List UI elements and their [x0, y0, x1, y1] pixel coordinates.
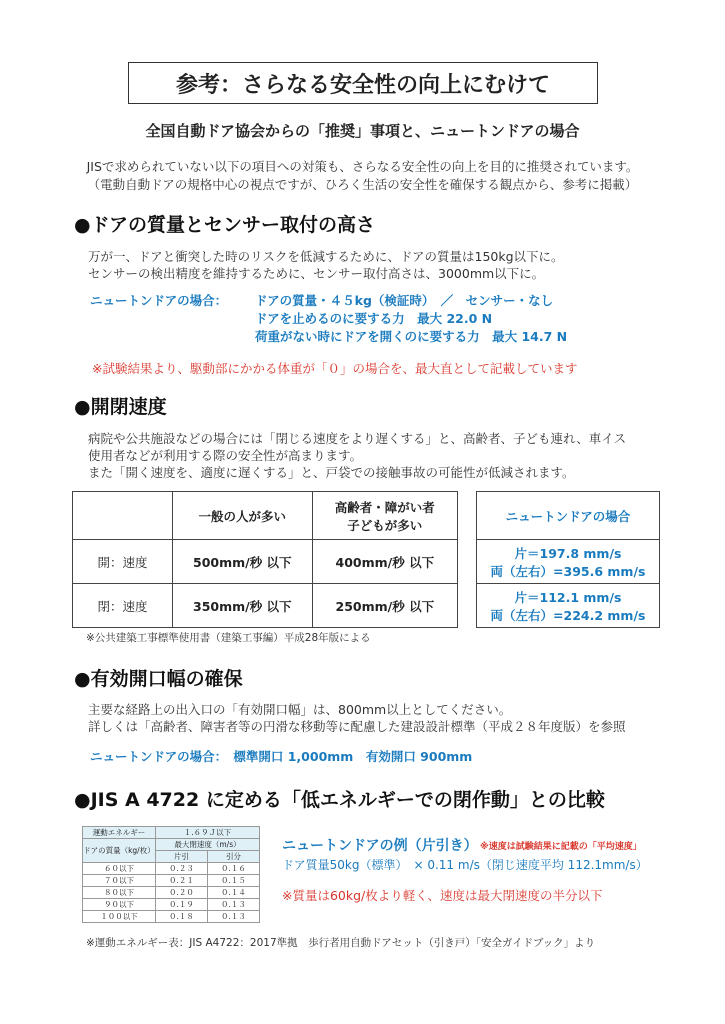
intro-line-2: （電動自動ドアの規格中心の視点ですが、ひろく生活の安全性を確保する観点から、参考に掲載）	[87, 177, 638, 192]
intro-line-1: JISで求められていない以下の項目への対策も、さらなる安全性の向上を目的に推奨されています。	[86, 159, 639, 174]
table-row: ８０以下 ０.２０ ０.１４	[83, 887, 260, 899]
s4-example-note: ※速度は試験結果に記載の「平均速度」	[480, 842, 642, 852]
speed-table	[72, 491, 458, 628]
page-subtitle: 全国自動ドア協会からの「推奨」事項と、ニュートンドアの場合	[145, 122, 580, 140]
table-row: ７０以下 ０.２１ ０.１５	[83, 875, 260, 887]
s1-note: ※試験結果より、駆動部にかかる体重が「０」の場合を、最大直として記載しています	[92, 361, 578, 376]
s4-example-title: ニュートンドアの例（片引き）	[282, 838, 478, 854]
table-row: 開：速度 500mm/秒 以下 400mm/秒 以下	[73, 540, 458, 584]
s1-newton-line-3: 荷重がない時にドアを開くのに要する力 最大 14.7 N	[255, 329, 568, 344]
speed-col-elderly: 高齢者・障がい者 子どもが多い	[312, 492, 457, 540]
section-opening-width-heading: ●有効開口幅の確保	[74, 668, 243, 690]
s3-line-1: 主要な経路上の出入口の「有効開口幅」は、800mm以上としてください。	[88, 702, 512, 717]
s2-line-3: また「開く速度を、適度に遅くする」と、戸袋での接触事故の可能性が低減されます。	[88, 465, 575, 480]
section-speed-heading: ●開閉速度	[74, 396, 167, 418]
section-door-mass-heading: ●ドアの質量とセンサー取付の高さ	[74, 214, 376, 236]
s1-newton-line-1: ドアの質量・４５kg（検証時） ／ センサー・なし	[255, 293, 554, 308]
s3-newton: ニュートンドアの場合： 標準開口 1,000mm 有効開口 900mm	[90, 749, 473, 764]
table-row: １００以下 ０.１８ ０.１３	[83, 911, 260, 923]
speed-col-general: 一般の人が多い	[172, 492, 312, 540]
s3-line-2: 詳しくは「高齢者、障害者等の円滑な移動等に配慮した建設設計標準（平成２８年度版）を参照	[88, 719, 626, 734]
s4-example-line: ドア質量50kg（標準） × 0.11 m/s（閉じ速度平均 112.1mm/s）	[282, 858, 648, 872]
section-jis-heading: ●JIS A 4722 に定める「低エネルギーでの閉作動」との比較	[74, 789, 605, 811]
table-row: ９０以下 ０.１９ ０.１３	[83, 899, 260, 911]
s2-line-2: 使用者などが利用する際の安全性が高まります。	[88, 448, 363, 463]
footer-note: ※運動エネルギー表：JIS A4722：2017準拠 歩行者用自動ドアセット（引き戸）「安全ガイドブック」より	[86, 937, 596, 949]
page-title: 参考：さらなる安全性の向上にむけて	[128, 62, 598, 104]
s1-newton-line-2: ドアを止めるのに要する力 最大 22.0 N	[255, 311, 493, 326]
s1-line-1: 万が一、ドアと衝突した時のリスクを低減するために、ドアの質量は150kg以下に。	[88, 249, 564, 264]
s2-note: ※公共建築工事標準使用書（建築工事編）平成28年版による	[86, 632, 371, 644]
s1-line-2: センサーの検出精度を維持するために、センサー取付高さは、3000mm以下に。	[88, 266, 545, 281]
table-row: 閉：速度 350mm/秒 以下 250mm/秒 以下	[73, 584, 458, 628]
s4-red-note: ※質量は60kg/枚より軽く、速度は最大閉速度の半分以下	[282, 888, 603, 903]
kinetic-energy-table: 運動エネルギー １.６９Ｊ以下 ドアの質量（kg/枚） 最大閉速度（m/s） 片引 引分 ６０以下 ０.２３ ０.１６ ７０以下 ０.２１ ０.１５ ８０以下 ０.２０ ０.１４ ９０以下 ０.１９ ０.１３ １００以下 ０.１８ ０.１３	[82, 826, 260, 923]
newton-speed-table: ニュートンドアの場合 片＝197.8 mm/s 両（左右）=395.6 mm/s 片＝112.1 mm/s 両（左右）=224.2 mm/s	[476, 491, 660, 628]
newton-speed-header: ニュートンドアの場合	[477, 492, 660, 540]
s1-newton-label: ニュートンドアの場合：	[90, 293, 228, 308]
table-row: ６０以下 ０.２３ ０.１６	[83, 863, 260, 875]
s2-line-1: 病院や公共施設などの場合には「閉じる速度をより遅くする」と、高齢者、子ども連れ、車イス	[88, 431, 627, 446]
